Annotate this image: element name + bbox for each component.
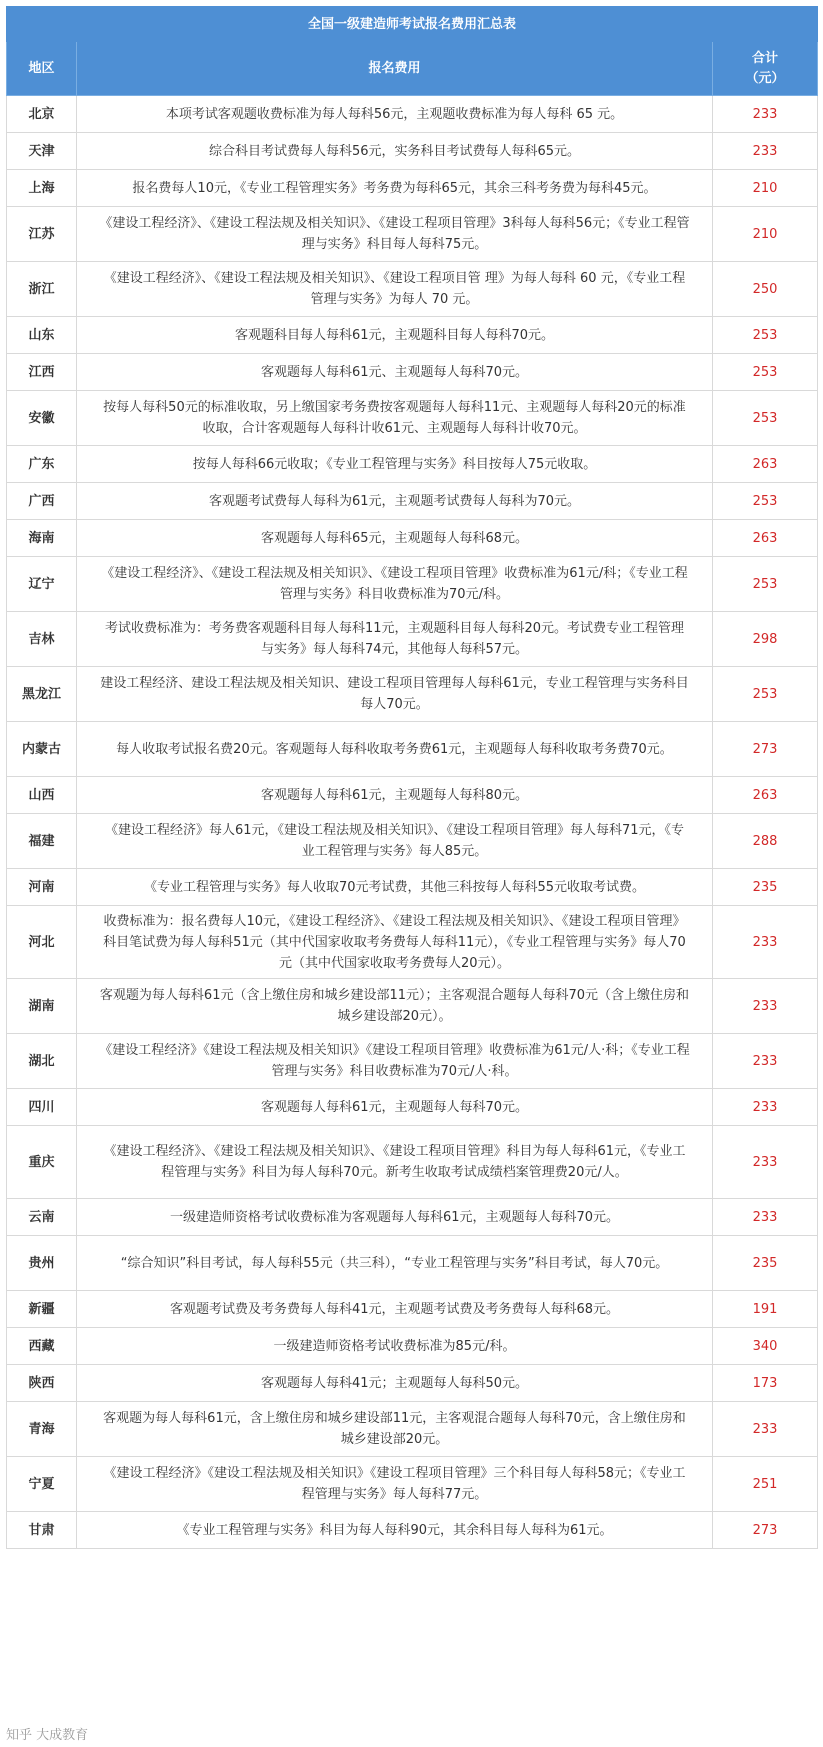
fee-cell: 综合科目考试费每人每科56元，实务科目考试费每人每科65元。 [77,133,713,170]
table-row [7,869,818,906]
table-row [7,483,818,520]
fee-cell: 客观题每人每科61元、主观题每人每科70元。 [77,354,713,391]
fee-cell: 《建设工程经济》、《建设工程法规及相关知识》、《建设工程项目管理》科目为每人每科61元，《专业工程管理与实务》科目为每人每科70元。新考生收取考试成绩档案管理费20元/人。 [77,1126,713,1199]
table-row [7,1512,818,1549]
table-row [7,96,818,133]
fee-summary-container [6,6,817,1549]
fee-cell: 一级建造师资格考试收费标准为85元/科。 [77,1328,713,1365]
region-cell: 云南 [7,1199,77,1236]
table-row [7,1236,818,1291]
region-cell: 新疆 [7,1291,77,1328]
total-cell: 263 [713,520,818,557]
total-cell: 210 [713,207,818,262]
fee-cell: 收费标准为：报名费每人10元，《建设工程经济》、《建设工程法规及相关知识》、《建设工程项目管理》科目笔试费为每人每科51元（其中代国家收取考务费每人每科11元），《专业工程管理与实务》每人70元（其中代国家收取考务费每人20元）。 [77,906,713,979]
fee-cell: 《专业工程管理与实务》科目为每人每科90元，其余科目每人每科为61元。 [77,1512,713,1549]
region-cell: 青海 [7,1402,77,1457]
region-cell: 重庆 [7,1126,77,1199]
table-row [7,667,818,722]
watermark: 知乎 大成教育 [6,1728,89,1743]
region-cell: 浙江 [7,262,77,317]
region-cell: 河北 [7,906,77,979]
table-row [7,354,818,391]
fee-cell: 客观题为每人每科61元（含上缴住房和城乡建设部11元）；主客观混合题每人每科70元（含上缴住房和城乡建设部20元）。 [77,979,713,1034]
table-row [7,557,818,612]
total-cell: 251 [713,1457,818,1512]
region-cell: 黑龙江 [7,667,77,722]
table-row [7,979,818,1034]
fee-summary-table [6,6,818,1549]
table-row [7,1457,818,1512]
total-cell: 253 [713,667,818,722]
table-row [7,1034,818,1089]
region-cell: 山西 [7,777,77,814]
table-title-row [7,7,818,42]
total-cell: 233 [713,1199,818,1236]
region-cell: 上海 [7,170,77,207]
table-row [7,207,818,262]
header-total-unit: （元） [745,70,785,86]
region-cell: 河南 [7,869,77,906]
table-title: 全国一级建造师考试报名费用汇总表 [7,7,818,42]
total-cell: 233 [713,1126,818,1199]
total-cell: 233 [713,906,818,979]
table-row [7,612,818,667]
table-row [7,262,818,317]
total-cell: 253 [713,354,818,391]
region-cell: 广西 [7,483,77,520]
region-cell: 福建 [7,814,77,869]
fee-cell: 《建设工程经济》、《建设工程法规及相关知识》、《建设工程项目管 理》为每人每科 60 元，《专业工程管理与实务》为每人 70 元。 [77,262,713,317]
total-cell: 253 [713,317,818,354]
total-cell: 288 [713,814,818,869]
fee-cell: 《建设工程经济》每人61元，《建设工程法规及相关知识》、《建设工程项目管理》每人每科71元，《专业工程管理与实务》每人85元。 [77,814,713,869]
fee-cell: 客观题为每人每科61元，含上缴住房和城乡建设部11元，主客观混合题每人每科70元，含上缴住房和城乡建设部20元。 [77,1402,713,1457]
fee-cell: 客观题科目每人每科61元，主观题科目每人每科70元。 [77,317,713,354]
table-row [7,520,818,557]
table-row [7,1291,818,1328]
region-cell: 陕西 [7,1365,77,1402]
region-cell: 辽宁 [7,557,77,612]
total-cell: 263 [713,777,818,814]
table-header-row [7,42,818,96]
total-cell: 233 [713,96,818,133]
fee-cell: 客观题每人每科61元，主观题每人每科80元。 [77,777,713,814]
table-row [7,722,818,777]
table-row [7,1402,818,1457]
region-cell: 天津 [7,133,77,170]
fee-cell: 客观题每人每科41元；主观题每人每科50元。 [77,1365,713,1402]
region-cell: 湖北 [7,1034,77,1089]
total-cell: 233 [713,133,818,170]
fee-cell: 建设工程经济、建设工程法规及相关知识、建设工程项目管理每人每科61元，专业工程管理与实务科目每人70元。 [77,667,713,722]
table-row [7,317,818,354]
total-cell: 233 [713,1089,818,1126]
total-cell: 235 [713,869,818,906]
fee-cell: 本项考试客观题收费标准为每人每科56元，主观题收费标准为每人每科 65 元。 [77,96,713,133]
table-row [7,906,818,979]
total-cell: 210 [713,170,818,207]
header-fee: 报名费用 [77,42,713,96]
region-cell: 宁夏 [7,1457,77,1512]
total-cell: 273 [713,722,818,777]
fee-cell: 按每人每科66元收取；《专业工程管理与实务》科目按每人75元收取。 [77,446,713,483]
table-row [7,1365,818,1402]
fee-cell: 按每人每科50元的标准收取，另上缴国家考务费按客观题每人每科11元、主观题每人每科20元的标准收取，合计客观题每人每科计收61元、主观题每人每科计收70元。 [77,391,713,446]
total-cell: 173 [713,1365,818,1402]
fee-cell: 《建设工程经济》《建设工程法规及相关知识》《建设工程项目管理》收费标准为61元/人·科；《专业工程管理与实务》科目收费标准为70元/人·科。 [77,1034,713,1089]
header-total-label: 合计 [751,50,778,66]
region-cell: 海南 [7,520,77,557]
total-cell: 263 [713,446,818,483]
header-region: 地区 [7,42,77,96]
region-cell: 吉林 [7,612,77,667]
region-cell: 江苏 [7,207,77,262]
total-cell: 253 [713,483,818,520]
table-row [7,777,818,814]
total-cell: 340 [713,1328,818,1365]
fee-cell: 《建设工程经济》、《建设工程法规及相关知识》、《建设工程项目管理》收费标准为61元/科；《专业工程管理与实务》科目收费标准为70元/科。 [77,557,713,612]
region-cell: 四川 [7,1089,77,1126]
table-row [7,170,818,207]
region-cell: 江西 [7,354,77,391]
fee-cell: 客观题每人每科61元，主观题每人每科70元。 [77,1089,713,1126]
region-cell: 贵州 [7,1236,77,1291]
region-cell: 湖南 [7,979,77,1034]
table-row [7,1126,818,1199]
fee-cell: 《专业工程管理与实务》每人收取70元考试费，其他三科按每人每科55元收取考试费。 [77,869,713,906]
table-row [7,391,818,446]
fee-cell: 客观题每人每科65元，主观题每人每科68元。 [77,520,713,557]
table-row [7,1199,818,1236]
region-cell: 内蒙古 [7,722,77,777]
region-cell: 安徽 [7,391,77,446]
fee-cell: 客观题考试费及考务费每人每科41元，主观题考试费及考务费每人每科68元。 [77,1291,713,1328]
region-cell: 山东 [7,317,77,354]
fee-cell: “综合知识”科目考试，每人每科55元（共三科），“专业工程管理与实务”科目考试，每人70元。 [77,1236,713,1291]
total-cell: 253 [713,557,818,612]
region-cell: 北京 [7,96,77,133]
region-cell: 广东 [7,446,77,483]
total-cell: 253 [713,391,818,446]
fee-cell: 考试收费标准为：考务费客观题科目每人每科11元，主观题科目每人每科20元。考试费专业工程管理与实务》每人每科74元，其他每人每科57元。 [77,612,713,667]
table-body [7,96,818,1549]
region-cell: 西藏 [7,1328,77,1365]
total-cell: 273 [713,1512,818,1549]
fee-cell: 每人收取考试报名费20元。客观题每人每科收取考务费61元，主观题每人每科收取考务费70元。 [77,722,713,777]
total-cell: 235 [713,1236,818,1291]
fee-cell: 报名费每人10元，《专业工程管理实务》考务费为每科65元，其余三科考务费为每科45元。 [77,170,713,207]
total-cell: 298 [713,612,818,667]
table-row [7,446,818,483]
total-cell: 233 [713,1034,818,1089]
fee-cell: 客观题考试费每人每科为61元，主观题考试费每人每科为70元。 [77,483,713,520]
total-cell: 233 [713,979,818,1034]
table-row [7,814,818,869]
fee-cell: 一级建造师资格考试收费标准为客观题每人每科61元，主观题每人每科70元。 [77,1199,713,1236]
table-row [7,1328,818,1365]
total-cell: 250 [713,262,818,317]
table-row [7,1089,818,1126]
header-total [713,42,818,96]
total-cell: 233 [713,1402,818,1457]
table-row [7,133,818,170]
total-cell: 191 [713,1291,818,1328]
region-cell: 甘肃 [7,1512,77,1549]
fee-cell: 《建设工程经济》、《建设工程法规及相关知识》、《建设工程项目管理》3科每人每科56元；《专业工程管理与实务》科目每人每科75元。 [77,207,713,262]
fee-cell: 《建设工程经济》《建设工程法规及相关知识》《建设工程项目管理》三个科目每人每科58元；《专业工程管理与实务》每人每科77元。 [77,1457,713,1512]
